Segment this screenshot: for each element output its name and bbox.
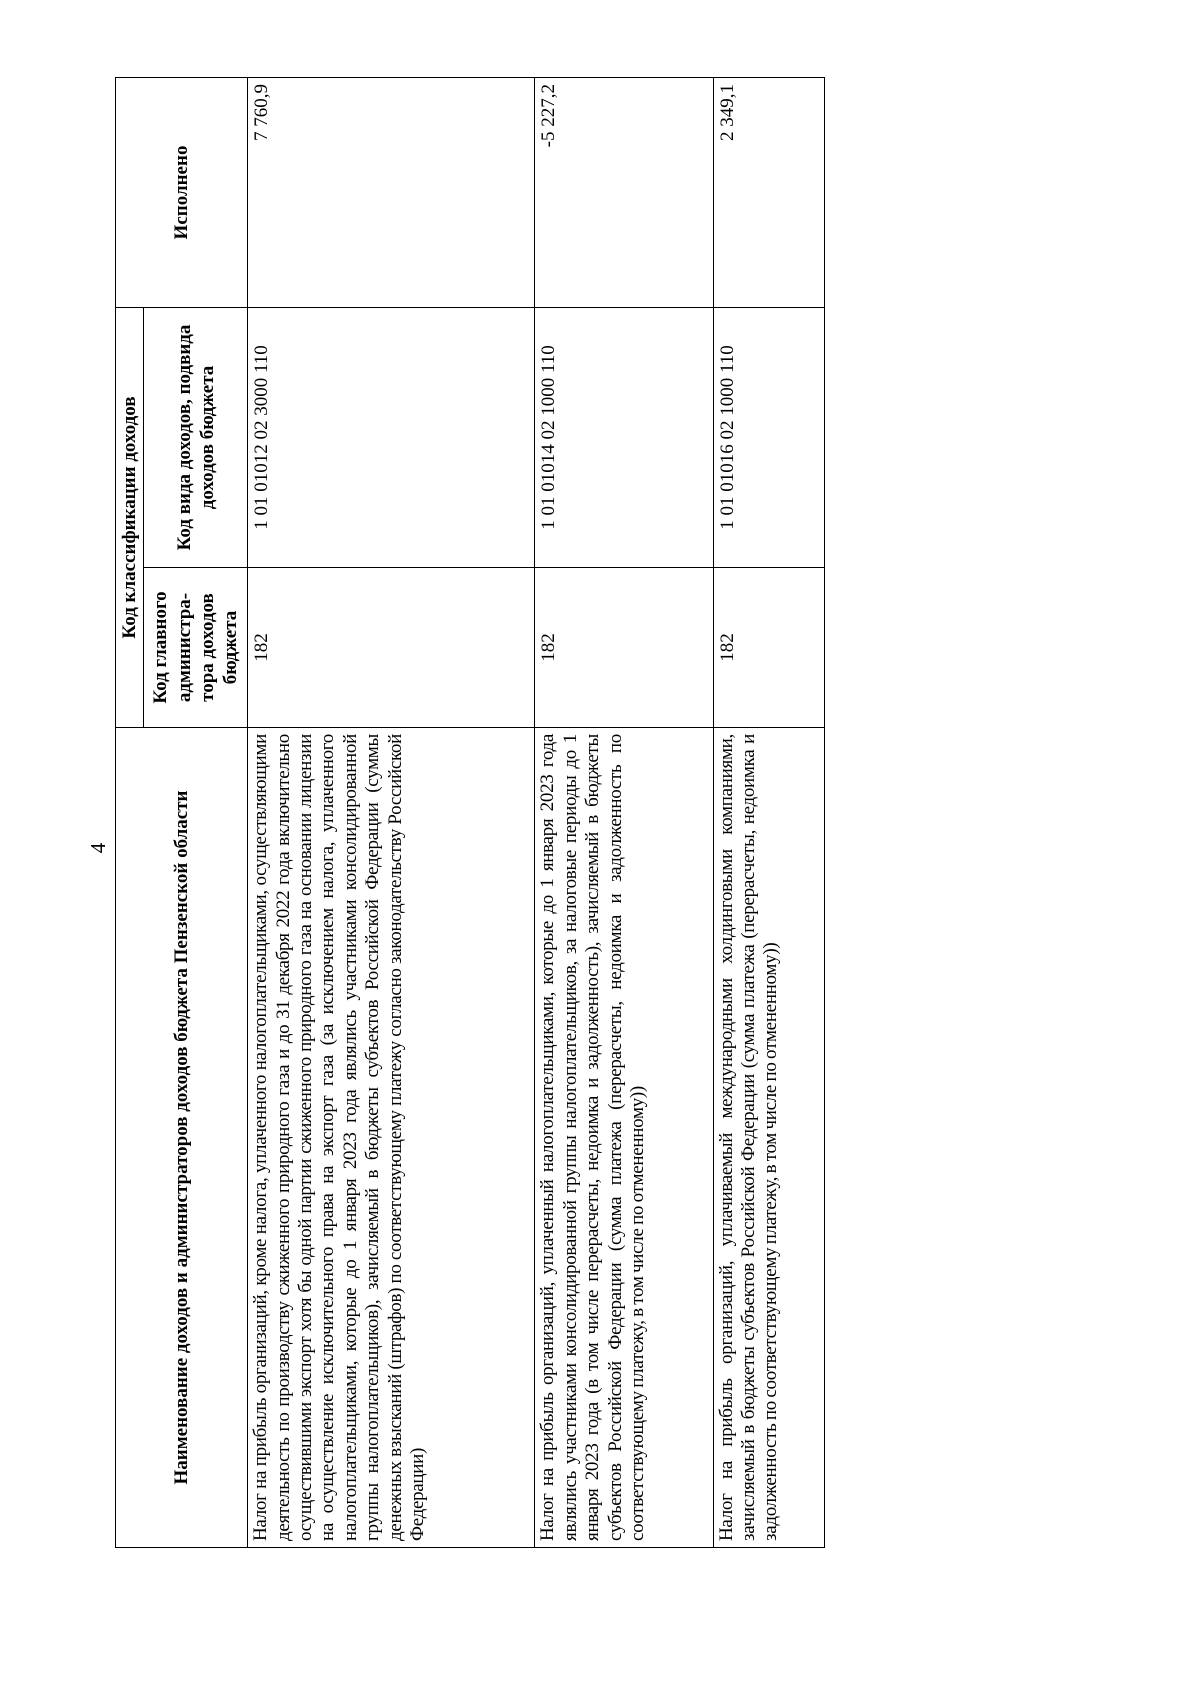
row-executed: -5 227,2 — [535, 78, 713, 308]
table-row — [248, 78, 535, 1548]
row-income-code: 1 01 01012 02 3000 110 — [248, 308, 535, 568]
page-number: 4 — [86, 842, 110, 854]
rotated-table-wrapper — [115, 78, 825, 1548]
row-name: Налог на прибыль организаций, уплаченный налогоплательщиками, которые до 1 января 2023 года являлись участниками консолидированной группы налогоплательщиков, за налоговые периоды до 1 января 2023 года (в том числе перерасчеты, недоимка и задолженность), зачисляемый в бюджеты субъектов Российской Федерации (сумма платежа (перерасчеты, недоимка и задолженность по соответствующему платежу, в том числе по отмененному)) — [535, 728, 713, 1548]
row-income-code: 1 01 01016 02 1000 110 — [713, 308, 824, 568]
header-executed: Исполнено — [116, 78, 248, 308]
row-executed: 7 760,9 — [248, 78, 535, 308]
row-executed: 2 349,1 — [713, 78, 824, 308]
table-row — [535, 78, 713, 1548]
header-admin-code: Код главного администра-тора доходов бюджета — [144, 568, 248, 728]
header-income-code: Код вида доходов, подвида доходов бюджета — [144, 308, 248, 568]
row-admin-code: 182 — [713, 568, 824, 728]
row-name: Налог на прибыль организаций, уплачиваемый международными холдинговыми компаниями, зачисляемый в бюджеты субъектов Российской Федерации (сумма платежа (перерасчеты, недоимка и задолженность по соответствующему платежу, в том числе по отмененному)) — [713, 728, 824, 1548]
header-classification-group: Код классификации доходов — [116, 308, 144, 728]
row-name: Налог на прибыль организаций, кроме налога, уплаченного налогоплательщиками, осуществляющими деятельность по производству сжиженного природного газа и до 31 декабря 2022 года включительно осуществившими экспорт хотя бы одной партии сжиженного природного газа на основании лицензии на осуществление исключительного права на экспорт газа (за исключением налога, уплаченного налогоплательщиками, которые до 1 января 2023 года являлись участниками консолидированной группы налогоплательщиков), зачисляемый в бюджеты субъектов Российской Федерации (суммы денежных взысканий (штрафов) по соответствующему платежу согласно законодательству Российской Федерации) — [248, 728, 535, 1548]
header-name: Наименование доходов и администраторов доходов бюджета Пензенской области — [116, 728, 248, 1548]
row-income-code: 1 01 01014 02 1000 110 — [535, 308, 713, 568]
row-admin-code: 182 — [248, 568, 535, 728]
revenue-table — [115, 77, 825, 1548]
row-admin-code: 182 — [535, 568, 713, 728]
table-row — [713, 78, 824, 1548]
